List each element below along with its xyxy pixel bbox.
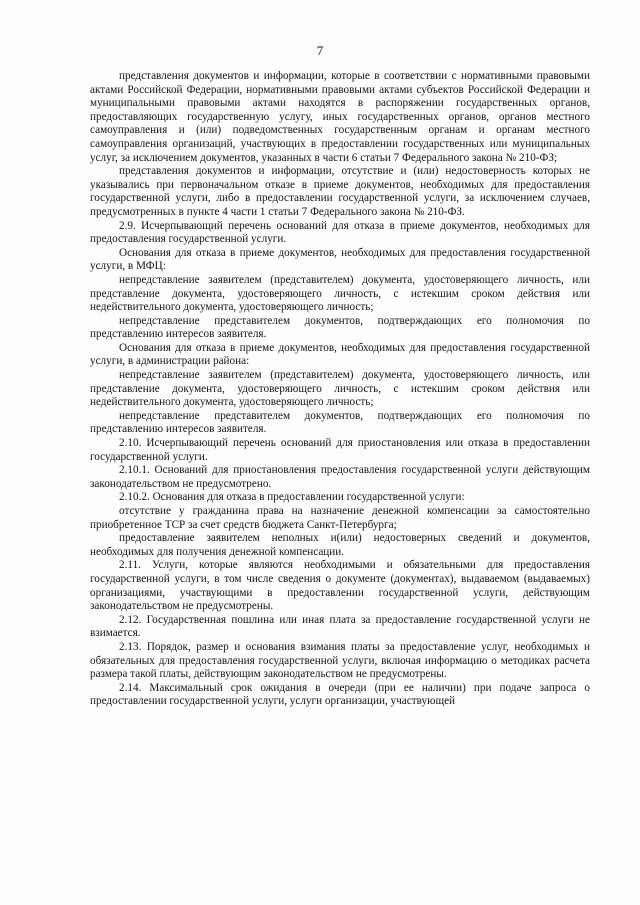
paragraph: непредставление представителем документов, подтверждающих его полномочия по представлению интересов заявителя. bbox=[90, 314, 590, 341]
paragraph: 2.10.1. Оснований для приостановления предоставления государственной услуги действующим законодательством не предусмотрено. bbox=[90, 464, 590, 490]
paragraph: Основания для отказа в приеме документов, необходимых для предоставления государственной услуги, в администрации района: bbox=[90, 341, 590, 368]
paragraph: непредставление заявителем (представителем) документа, удостоверяющего личность, или представление документа, удостоверяющего личность, с истекшим сроком действия или недействительного документа, удостоверяющего личность; bbox=[90, 369, 590, 409]
paragraph: Основания для отказа в приеме документов, необходимых для предоставления государственной услуги, в МФЦ: bbox=[90, 246, 590, 273]
document-body bbox=[90, 70, 590, 709]
paragraph: представления документов и информации, отсутствие и (или) недостоверность которых не указывались при первоначальном отказе в приеме документов, необходимых для предоставления государственной услуги, либо в предоставлении государственной услуги, за исключением случаев, предусмотренных в пункте 4 части 1 статьи 7 Федерального закона № 210-ФЗ. bbox=[90, 165, 590, 218]
page-number: 7 bbox=[316, 43, 324, 58]
paragraph: представления документов и информации, которые в соответствии с нормативными правовыми актами Российской Федерации, нормативными правовыми актами субъектов Российской Федерации и муниципальными правовыми актами находятся в распоряжении государственных органов, предоставляющих государственную услугу, иных государственных органов, органов местного самоуправления и (или) подведомственных государственным органам и органам местного самоуправления организаций, участвующих в предоставлении государственных или муниципальных услуг, за исключением документов, указанных в части 6 статьи 7 Федерального закона № 210-ФЗ; bbox=[90, 70, 590, 164]
paragraph: непредставление заявителем (представителем) документа, удостоверяющего личность, или представление документа, удостоверяющего личность, с истекшим сроком действия или недействительного документа, удостоверяющего личность; bbox=[90, 273, 590, 314]
paragraph: 2.10. Исчерпывающий перечень оснований для приостановления или отказа в предоставлении государственной услуги. bbox=[90, 437, 590, 463]
paragraph: непредставление представителем документов, подтверждающих его полномочия по представлению интересов заявителя. bbox=[90, 409, 590, 436]
paragraph: 2.14. Максимальный срок ожидания в очереди (при ее наличии) при подаче запроса о предоставлении государственной услуги, услуги организации, участвующей bbox=[90, 681, 590, 708]
paragraph: 2.9. Исчерпывающий перечень оснований для отказа в приеме документов, необходимых для предоставления государственной услуги. bbox=[90, 219, 590, 246]
paragraph: 2.11. Услуги, которые являются необходимыми и обязательными для предоставления государственной услуги, в том числе сведения о документе (документах), выдаваемом (выдаваемых) организациями, участвующими в предоставлении государственной услуги, действующим законодательством не предусмотрены. bbox=[90, 559, 590, 613]
paragraph: 2.12. Государственная пошлина или иная плата за предоставление государственной услуги не взимается. bbox=[90, 613, 590, 640]
paragraph: 2.10.2. Основания для отказа в предоставлении государственной услуги: bbox=[119, 491, 465, 504]
paragraph: отсутствие у гражданина права на назначение денежной компенсации за самостоятельно приобретенное ТСР за счет средств бюджета Санкт-Петербурга; bbox=[90, 505, 590, 531]
paragraph: 2.13. Порядок, размер и основания взимания платы за предоставление услуг, необходимых и обязательных для предоставления государственной услуги, включая информацию о методиках расчета размера такой платы, действующим законодательством не предусмотрены. bbox=[90, 640, 590, 681]
paragraph: предоставление заявителем неполных и(или) недостоверных сведений и документов, необходимых для получения денежной компенсации. bbox=[90, 532, 590, 558]
